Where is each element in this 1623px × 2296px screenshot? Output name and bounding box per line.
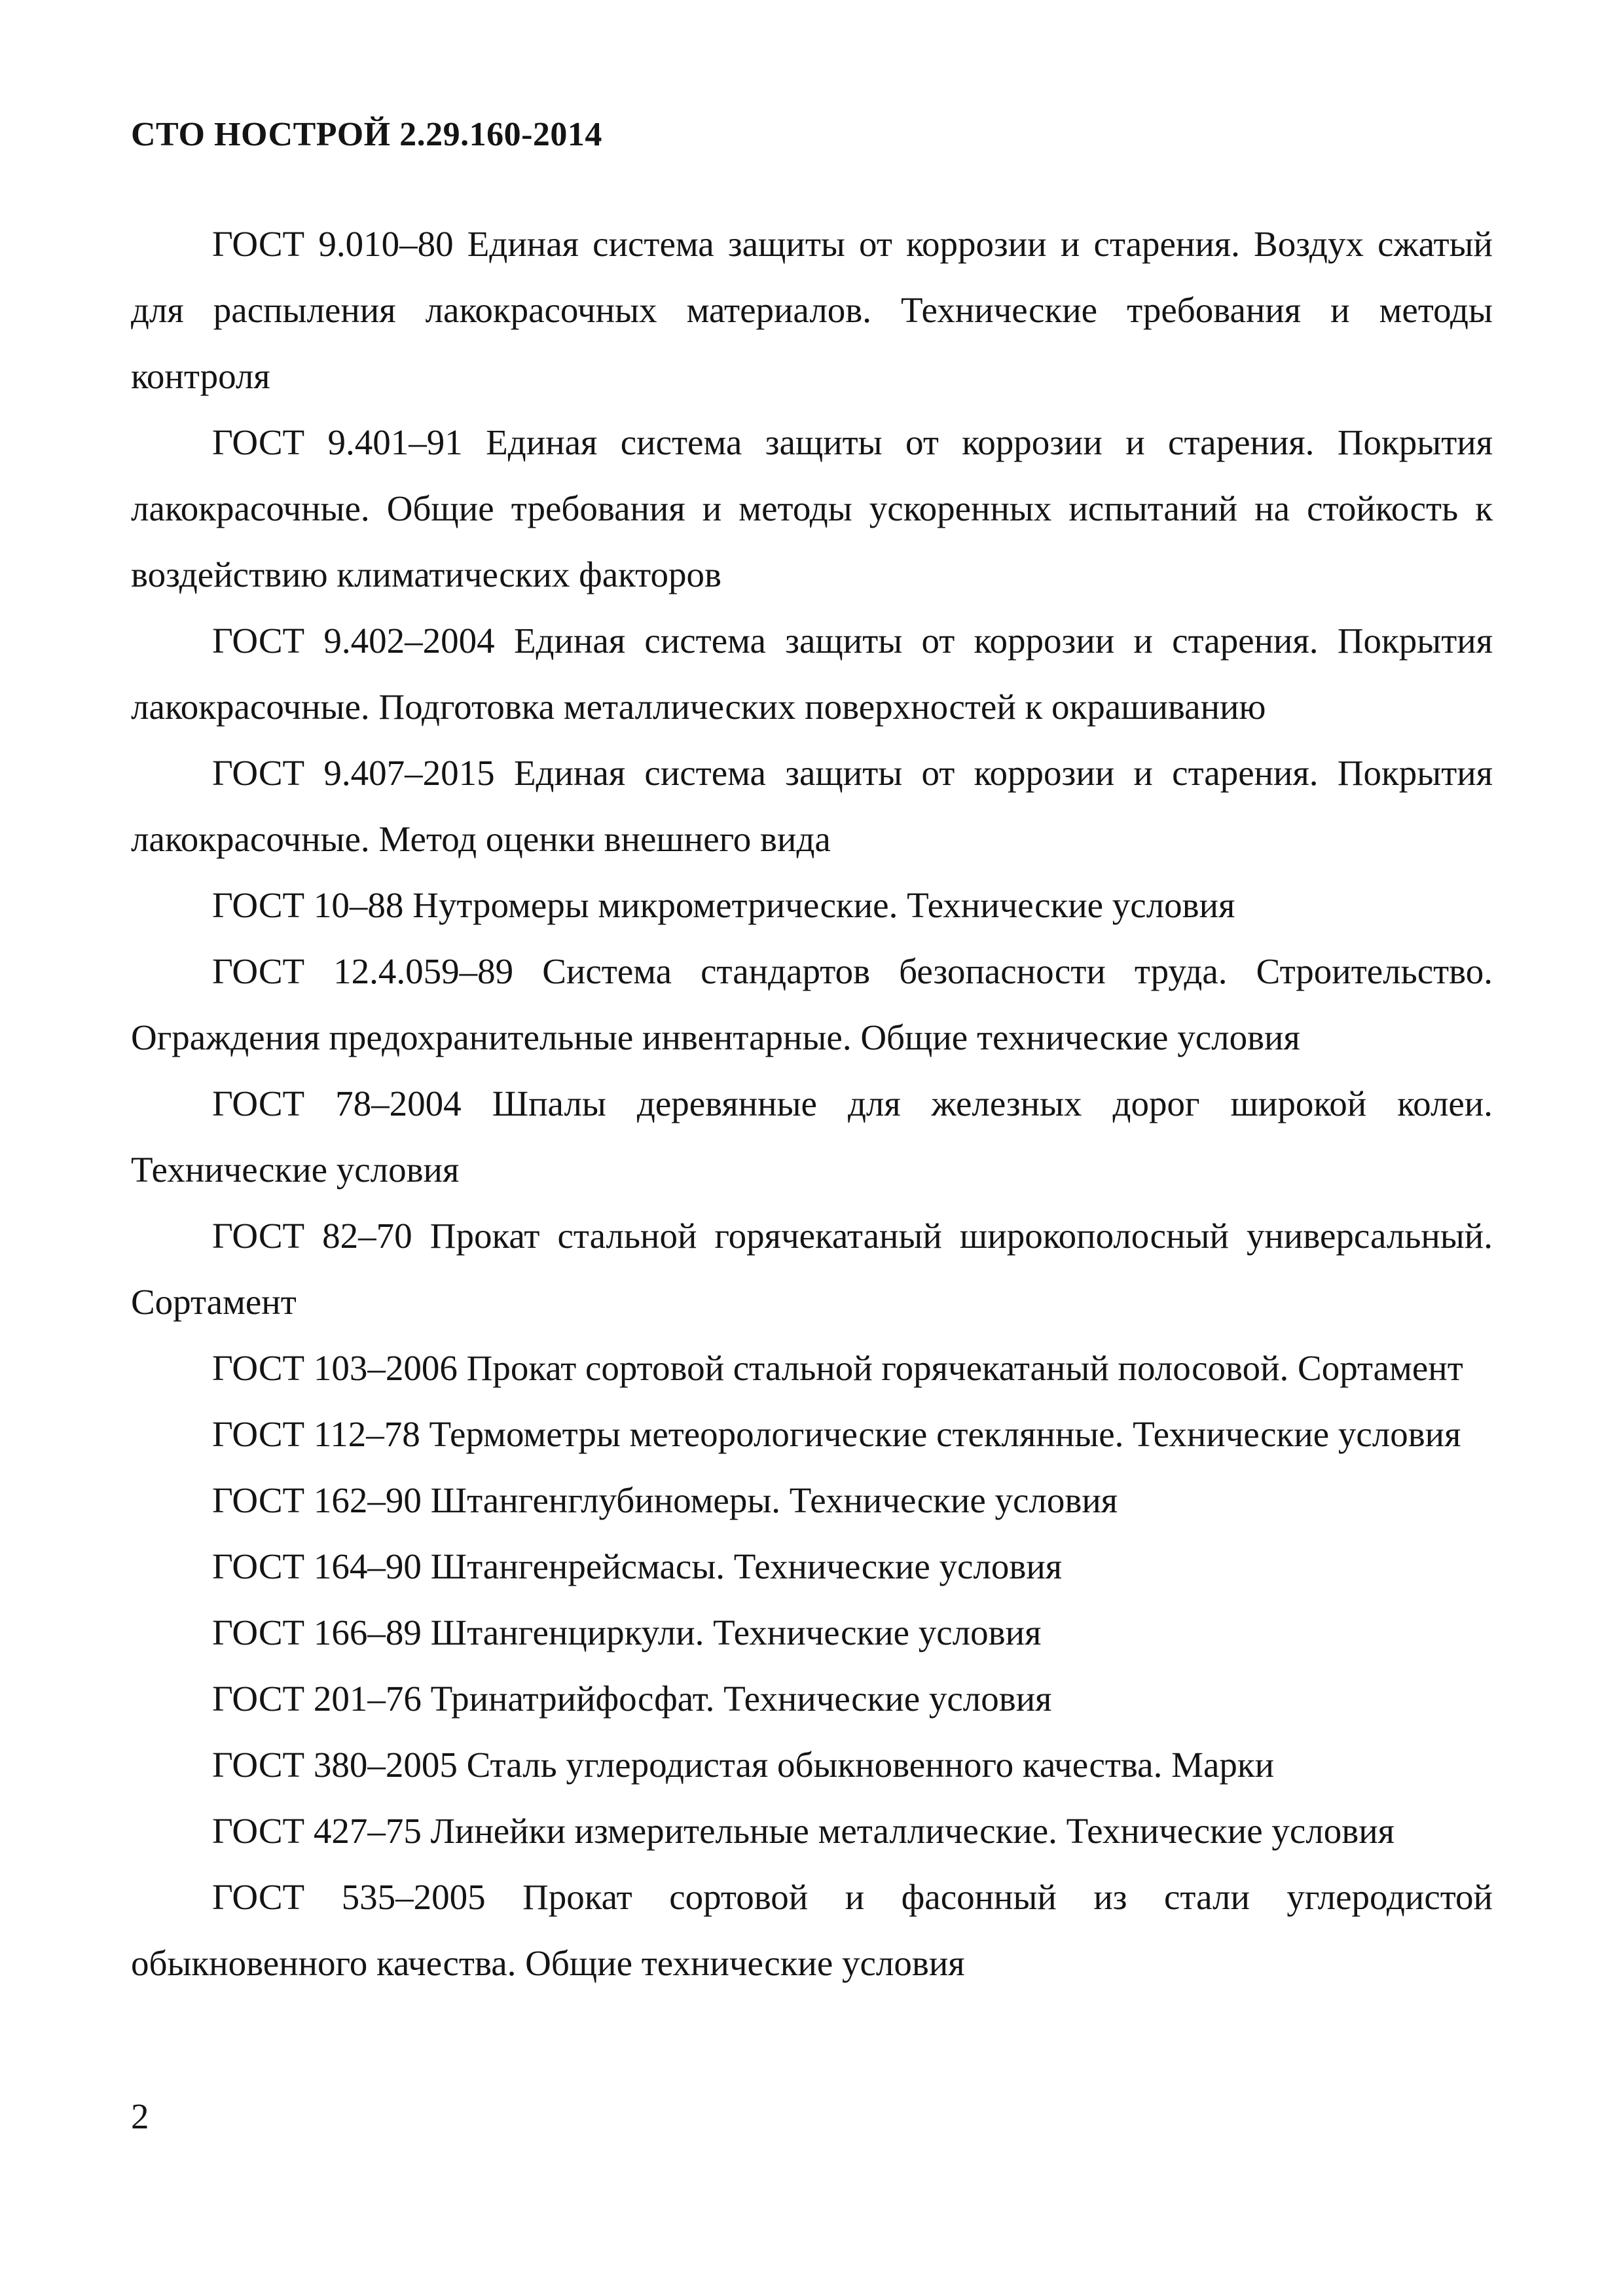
normative-references-list <box>131 211 1493 1996</box>
reference-item: ГОСТ 9.401–91 Единая система защиты от коррозии и старения. Покрытия лакокрасочные. Общие требования и методы ускоренных испытаний на стойкость к воздействию климатических факторов <box>131 422 1493 594</box>
reference-item: ГОСТ 380–2005 Сталь углеродистая обыкновенного качества. Марки <box>212 1745 1275 1785</box>
reference-item: ГОСТ 166–89 Штангенциркули. Технические условия <box>212 1613 1042 1652</box>
reference-item: ГОСТ 9.402–2004 Единая система защиты от коррозии и старения. Покрытия лакокрасочные. Подготовка металлических поверхностей к окрашиванию <box>131 621 1493 727</box>
reference-item: ГОСТ 427–75 Линейки измерительные металлические. Технические условия <box>212 1811 1395 1851</box>
page-number: 2 <box>131 2096 149 2136</box>
reference-item: ГОСТ 112–78 Термометры метеорологические стеклянные. Технические условия <box>212 1414 1461 1454</box>
reference-item: ГОСТ 164–90 Штангенрейсмасы. Технические условия <box>212 1546 1063 1586</box>
reference-item: ГОСТ 162–90 Штангенглубиномеры. Технические условия <box>212 1480 1118 1520</box>
reference-item: ГОСТ 82–70 Прокат стальной горячекатаный широкополосный универсальный. Сортамент <box>131 1216 1493 1322</box>
reference-item: ГОСТ 9.407–2015 Единая система защиты от коррозии и старения. Покрытия лакокрасочные. Метод оценки внешнего вида <box>131 753 1493 859</box>
reference-item: ГОСТ 535–2005 Прокат сортовой и фасонный из стали углеродистой обыкновенного качества. Общие технические условия <box>131 1877 1493 1983</box>
document-header: СТО НОСТРОЙ 2.29.160-2014 <box>131 116 602 153</box>
reference-item: ГОСТ 9.010–80 Единая система защиты от коррозии и старения. Воздух сжатый для распыления лакокрасочных материалов. Технические требования и методы контроля <box>131 224 1493 396</box>
reference-item: ГОСТ 12.4.059–89 Система стандартов безопасности труда. Строительство. Ограждения предохранительные инвентарные. Общие технические условия <box>131 951 1493 1057</box>
reference-item: ГОСТ 78–2004 Шпалы деревянные для железных дорог широкой колеи. Технические условия <box>131 1084 1493 1190</box>
reference-item: ГОСТ 103–2006 Прокат сортовой стальной горячекатаный полосовой. Сортамент <box>212 1348 1463 1388</box>
reference-item: ГОСТ 201–76 Тринатрийфосфат. Технические условия <box>212 1679 1052 1719</box>
reference-item: ГОСТ 10–88 Нутромеры микрометрические. Технические условия <box>212 885 1235 925</box>
